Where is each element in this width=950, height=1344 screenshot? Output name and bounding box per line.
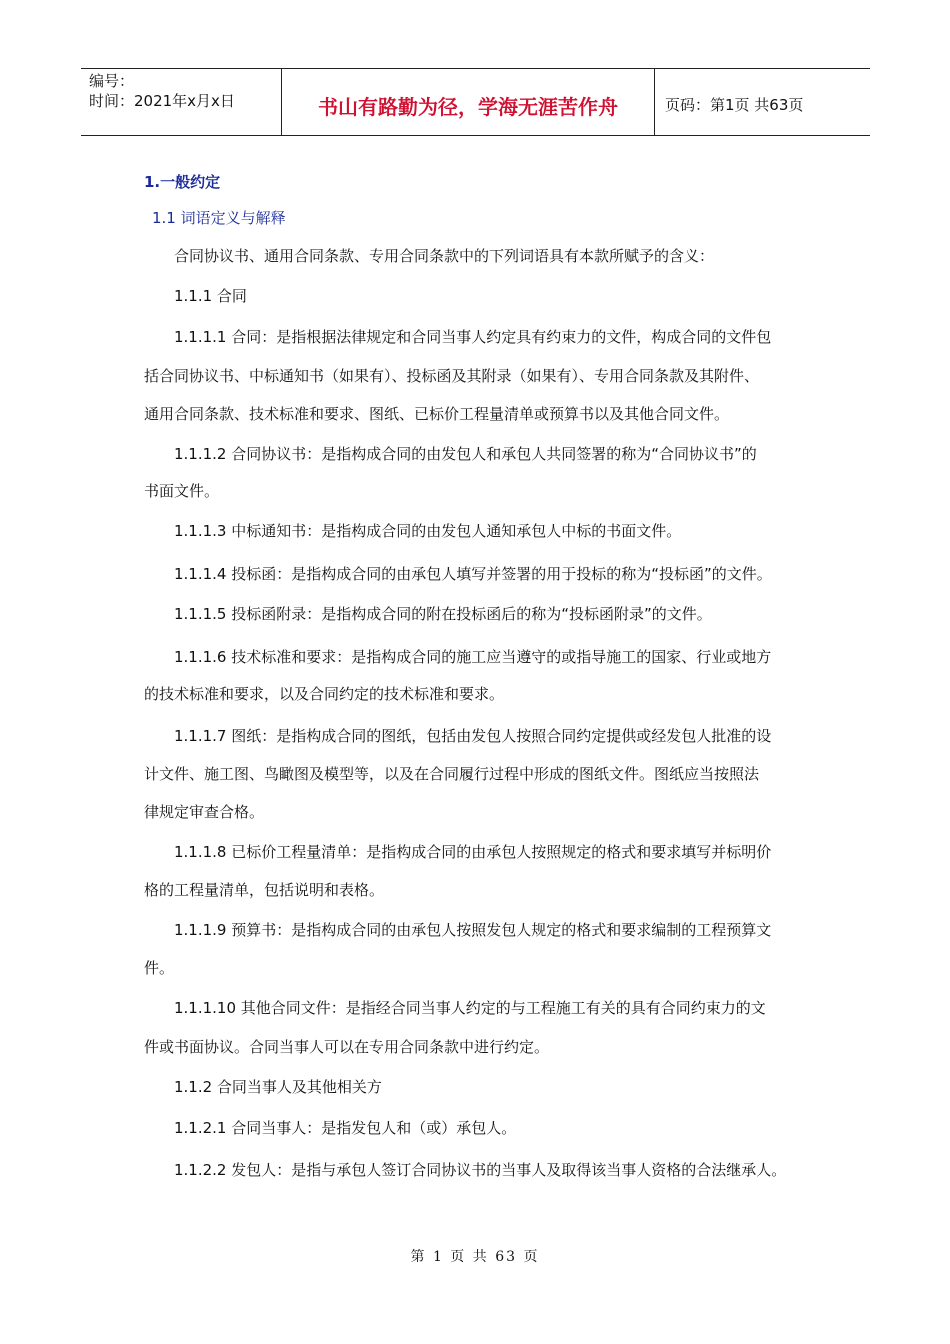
paragraph-line: 件。 — [144, 959, 175, 977]
document-number-label: 编号： — [89, 72, 135, 90]
paragraph-line: 1.1.1.5 投标函附录：是指构成合同的附在投标函后的称为“投标函附录”的文件。 — [174, 605, 712, 623]
paragraph-line: 1.1.2.2 发包人：是指与承包人签订合同协议书的当事人及取得该当事人资格的合法继承人。 — [174, 1161, 787, 1179]
paragraph-line: 计文件、施工图、鸟瞰图及模型等，以及在合同履行过程中形成的图纸文件。图纸应当按照法 — [144, 765, 760, 783]
paragraph-line: 合同协议书、通用合同条款、专用合同条款中的下列词语具有本款所赋予的含义： — [174, 247, 715, 265]
header-meta — [81, 69, 281, 136]
paragraph-line: 1.1.1.2 合同协议书：是指构成合同的由发包人和承包人共同签署的称为“合同协议书”的 — [174, 445, 757, 463]
paragraph-line: 书面文件。 — [144, 482, 220, 500]
clause-heading: 1.1.1 合同 — [174, 287, 247, 305]
paragraph-line: 1.1.2.1 合同当事人：是指发包人和（或）承包人。 — [174, 1119, 517, 1137]
paragraph-line: 1.1.1.7 图纸：是指构成合同的图纸，包括由发包人按照合同约定提供或经发包人批准的设 — [174, 727, 772, 745]
subsection-heading: 1.1 词语定义与解释 — [152, 209, 286, 227]
paragraph-line: 1.1.1.6 技术标准和要求：是指构成合同的施工应当遵守的或指导施工的国家、行业或地方 — [174, 648, 772, 666]
section-heading: 1.一般约定 — [144, 173, 221, 191]
paragraph-line: 格的工程量清单，包括说明和表格。 — [144, 881, 385, 899]
paragraph-line: 1.1.1.9 预算书：是指构成合同的由承包人按照发包人规定的格式和要求编制的工程预算文 — [174, 921, 772, 939]
page-footer: 第 1 页 共 63 页 — [410, 1249, 540, 1265]
paragraph-line: 通用合同条款、技术标准和要求、图纸、已标价工程量清单或预算书以及其他合同文件。 — [144, 405, 730, 423]
paragraph-line: 1.1.1.4 投标函：是指构成合同的由承包人填写并签署的用于投标的称为“投标函”的文件。 — [174, 565, 772, 583]
paragraph-line: 1.1.1.3 中标通知书：是指构成合同的由发包人通知承包人中标的书面文件。 — [174, 522, 682, 540]
paragraph-line: 律规定审查合格。 — [144, 803, 265, 821]
paragraph-line: 件或书面协议。合同当事人可以在专用合同条款中进行约定。 — [144, 1038, 550, 1056]
clause-heading: 1.1.2 合同当事人及其他相关方 — [174, 1078, 382, 1096]
paragraph-line: 1.1.1.10 其他合同文件：是指经合同当事人约定的与工程施工有关的具有合同约束力的文 — [174, 999, 766, 1017]
header-page-info: 页码：第1页 共63页 — [665, 96, 804, 114]
page-header — [81, 68, 870, 136]
header-motto: 书山有路勤为径，学海无涯苦作舟 — [281, 69, 655, 136]
paragraph-line: 的技术标准和要求，以及合同约定的技术标准和要求。 — [144, 685, 505, 703]
paragraph-line: 1.1.1.8 已标价工程量清单：是指构成合同的由承包人按照规定的格式和要求填写并标明价 — [174, 843, 772, 861]
paragraph-line: 括合同协议书、中标通知书（如果有）、投标函及其附录（如果有）、专用合同条款及其附件、 — [144, 367, 760, 385]
document-time: 时间：2021年x月x日 — [89, 92, 235, 110]
paragraph-line: 1.1.1.1 合同：是指根据法律规定和合同当事人约定具有约束力的文件，构成合同的文件包 — [174, 328, 772, 346]
